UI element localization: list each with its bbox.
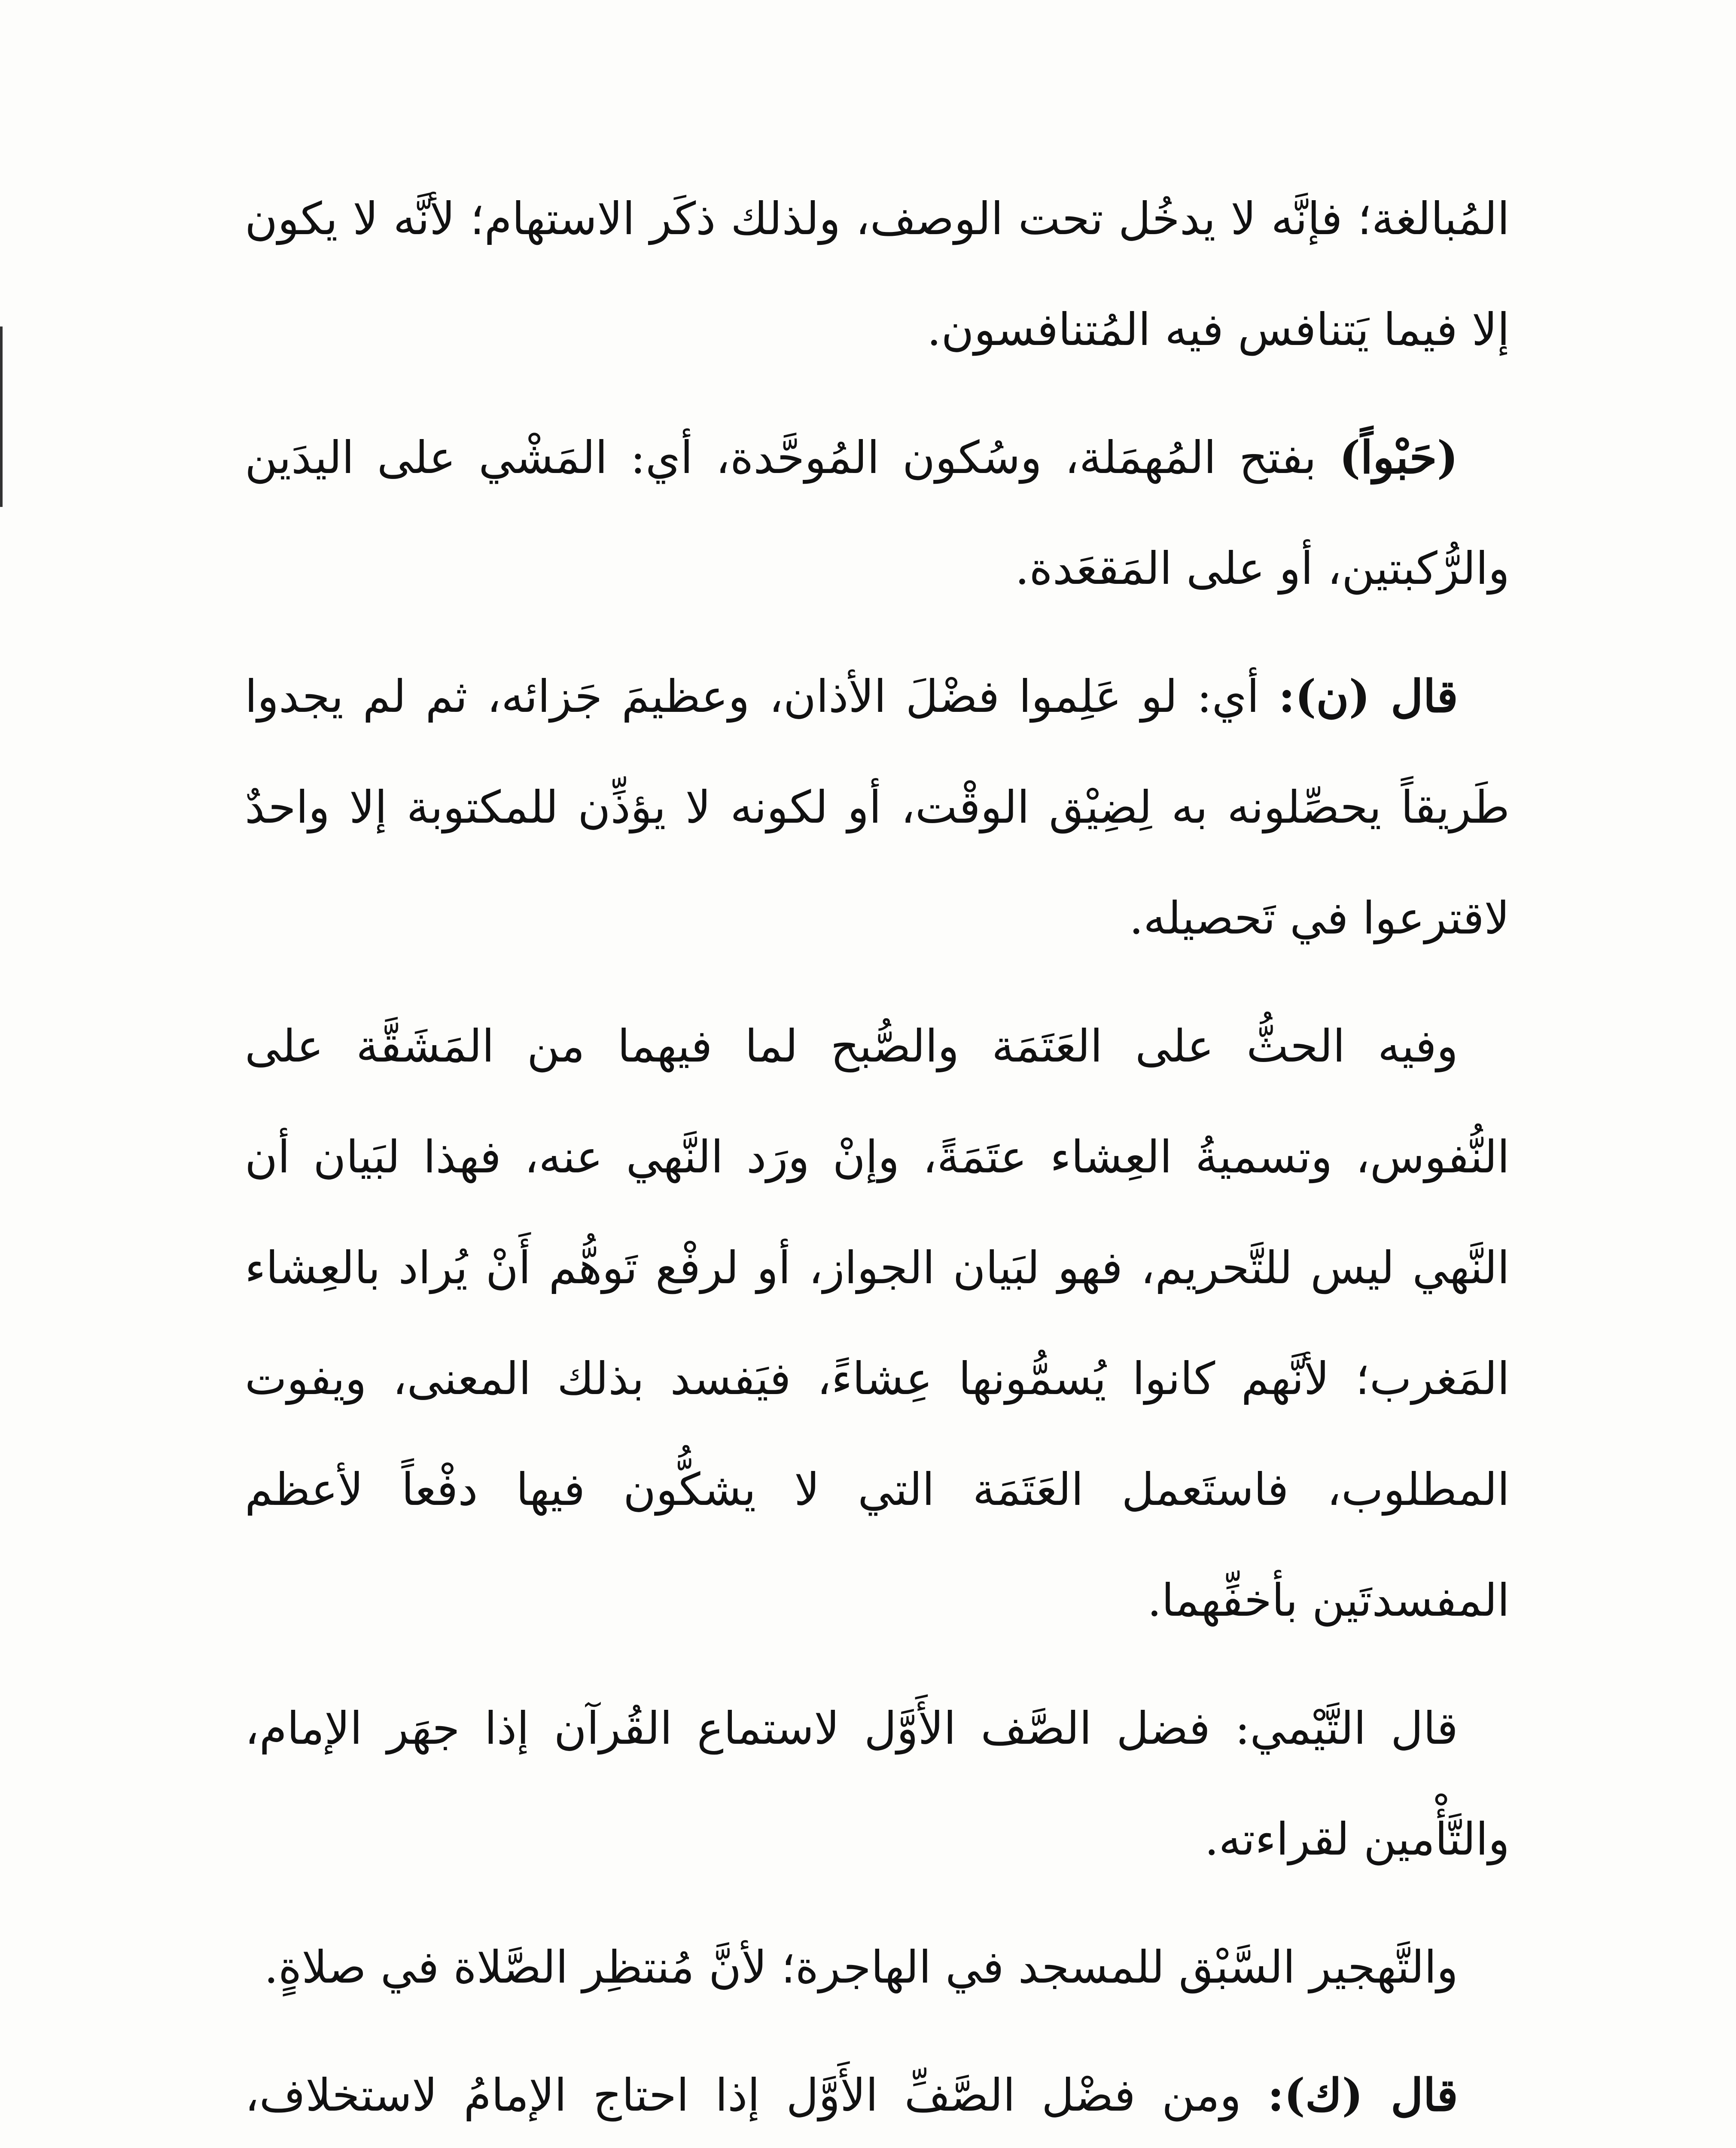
paragraph-text: ومن فضْل الصَّفِّ الأَوَّل إذا احتاج الإمامُ لاستخلاف، bbox=[245, 2069, 1242, 2121]
paragraph-text: قال التَّيْمي: فضل الصَّف الأَوَّل لاستماع القُرآن إذا جهَر الإمام، والتَّأْمين لقراءته. bbox=[245, 1702, 1510, 1865]
paragraph bbox=[245, 991, 1510, 1656]
paragraph-lead: قال (ن): bbox=[1278, 670, 1458, 723]
paragraph bbox=[245, 1673, 1510, 1895]
paragraph-lead: (حَبْواً) bbox=[1339, 431, 1458, 484]
paragraph-lead: قال (ك): bbox=[1267, 2069, 1458, 2121]
paragraph-text: والتَّهجير السَّبْق للمسجد في الهاجرة؛ لأنَّ مُنتظِر الصَّلاة في صلاةٍ. bbox=[264, 1941, 1458, 1993]
paragraph-text: المُبالغة؛ فإنَّه لا يدخُل تحت الوصف، ولذلك ذكَر الاستهام؛ لأنَّه لا يكون إلا فيما يَتنافس فيه المُتنافسون. bbox=[245, 192, 1510, 356]
paragraph bbox=[245, 641, 1510, 973]
paragraph bbox=[245, 163, 1510, 385]
paragraph bbox=[245, 2040, 1510, 2148]
scan-edge-mark bbox=[0, 326, 3, 507]
paragraph bbox=[245, 1912, 1510, 2023]
paragraph-text: وفيه الحثُّ على العَتَمَة والصُّبح لما فيهما من المَشَقَّة على النُّفوس، وتسميةُ العِشاء عتَمَةً، وإنْ ورَد النَّهي عنه، فهذا لبَيان أن النَّهي ليس للتَّحريم، فهو لبَيان الجواز، أو لرفْع تَوهُّم أَنْ يُراد بالعِشاء المَغرب؛ لأنَّهم كانوا يُسمُّونها عِشاءً، فيَفسد بذلك المعنى، ويفوت المطلوب، فاستَعمل العَتَمَة التي لا يشكُّون فيها دفْعاً لأعظم المفسدتَين بأخفِّهما. bbox=[245, 1020, 1510, 1626]
paragraph-text: بفتح المُهمَلة، وسُكون المُوحَّدة، أي: المَشْي على اليدَين والرُّكبتين، أو على المَقعَدة. bbox=[245, 431, 1510, 595]
paragraph-text: أي: لو عَلِموا فضْلَ الأذان، وعظيمَ جَزائه، ثم لم يجدوا طَريقاً يحصِّلونه به لِضِيْق الوقْت، أو لكونه لا يؤذِّن للمكتوبة إلا واحدٌ لاقترعوا في تَحصيله. bbox=[245, 670, 1510, 944]
paragraph bbox=[245, 402, 1510, 624]
main-text bbox=[245, 163, 1510, 2148]
